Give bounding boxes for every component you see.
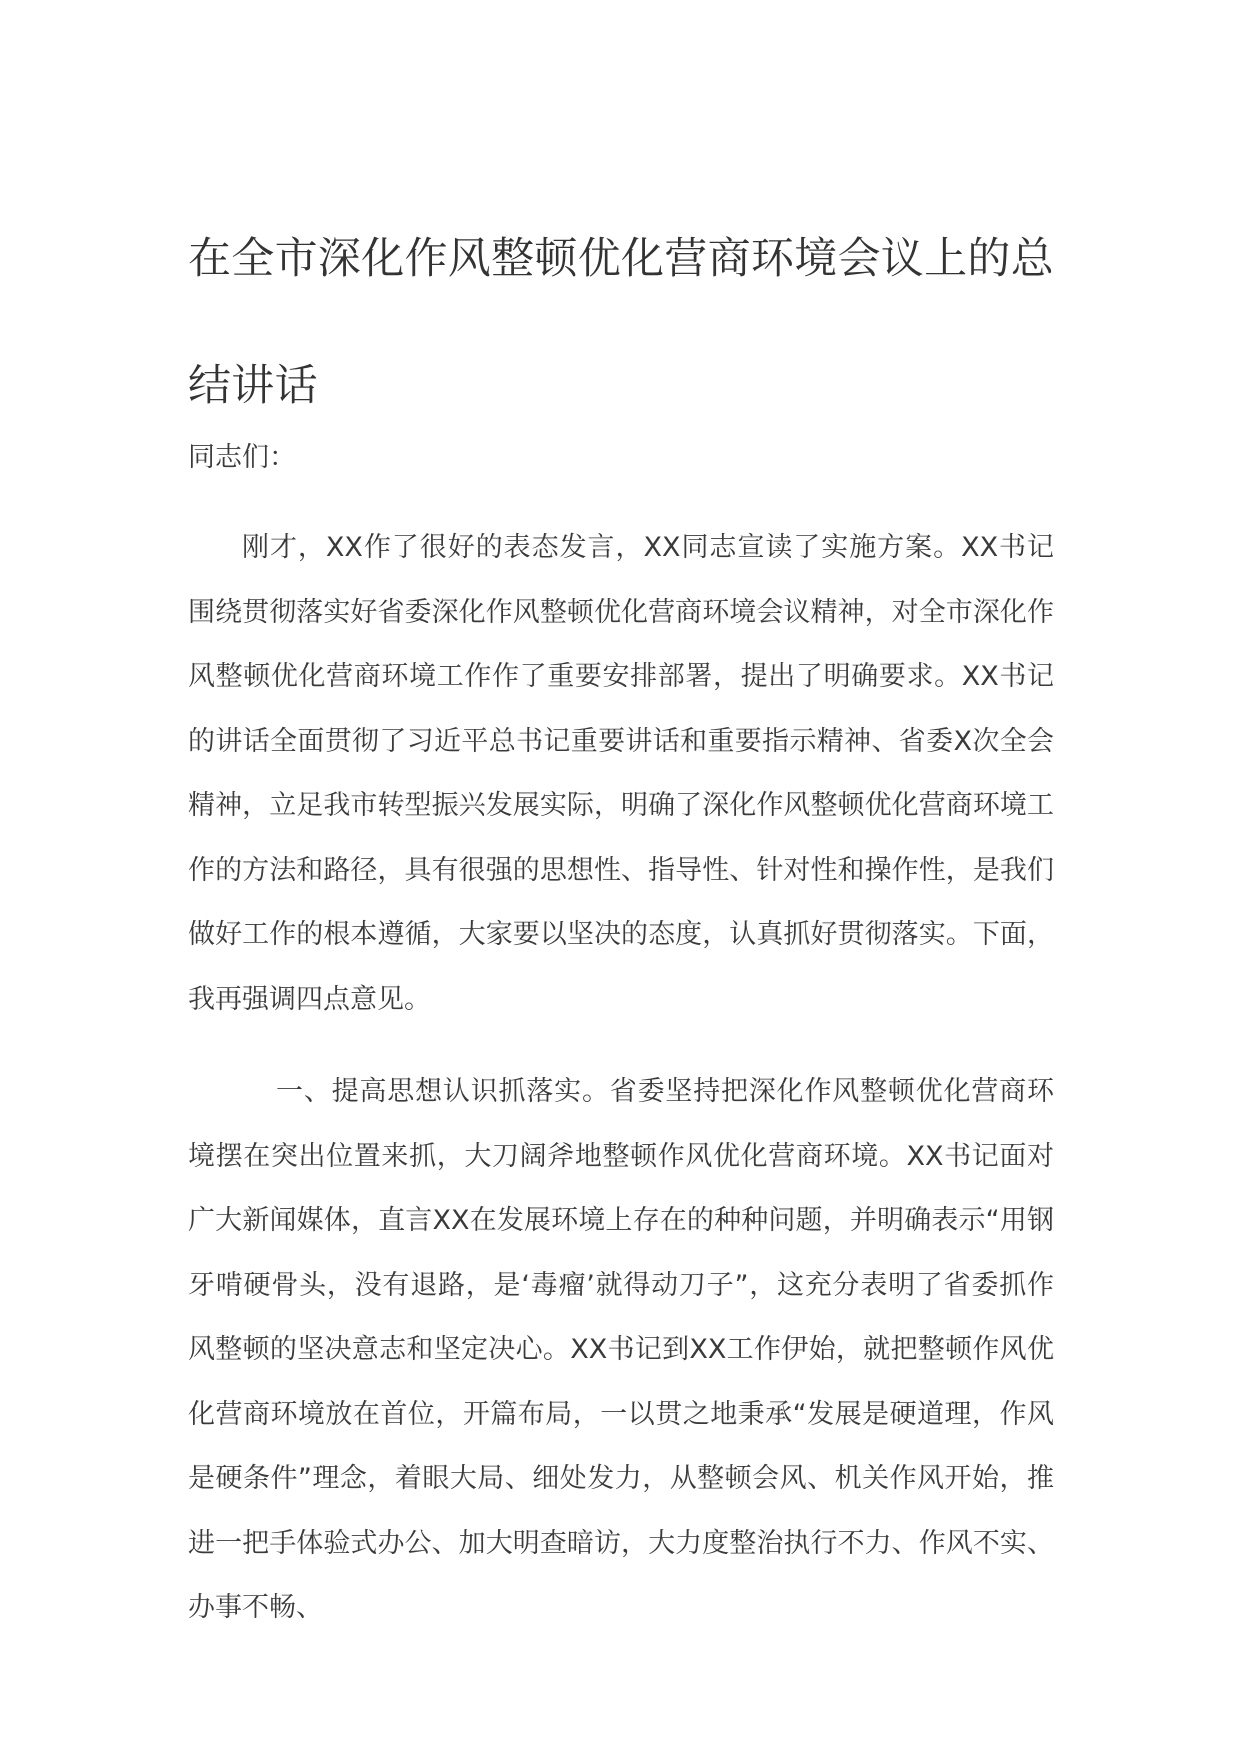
document-title: 在全市深化作风整顿优化营商环境会议上的总结讲话 <box>188 234 1054 411</box>
paragraph-2: 一、提高思想认识抓落实。省委坚持把深化作风整顿优化营商环境摆在突出位置来抓，大刀阔斧地整顿作风优化营商环境。XX书记面对广大新闻媒体，直言XX在发展环境上存在的种种问题，并明确表示“用钢牙啃硬骨头，没有退路，是‘毒瘤’就得动刀子”，这充分表明了省委抓作风整顿的坚决意志和坚定决心。XX书记到XX工作伊始，就把整顿作风优化营商环境放在首位，开篇布局，一以贯之地秉承“发展是硬道理，作风是硬条件”理念，着眼大局、细处发力，从整顿会风、机关作风开始，推进一把手体验式办公、加大明查暗访，大力度整治执行不力、作风不实、办事不畅、 <box>188 1076 1054 1623</box>
paragraph-1: 刚才，XX作了很好的表态发言，XX同志宣读了实施方案。XX书记围绕贯彻落实好省委深化作风整顿优化营商环境会议精神，对全市深化作风整顿优化营商环境工作作了重要安排部署，提出了明确要求。XX书记的讲话全面贯彻了习近平总书记重要讲话和重要指示精神、省委X次全会精神，立足我市转型振兴发展实际，明确了深化作风整顿优化营商环境工作的方法和路径，具有很强的思想性、指导性、针对性和操作性，是我们做好工作的根本遵循，大家要以坚决的态度，认真抓好贯彻落实。下面，我再强调四点意见。 <box>188 532 1054 1015</box>
salutation: 同志们： <box>188 442 296 473</box>
